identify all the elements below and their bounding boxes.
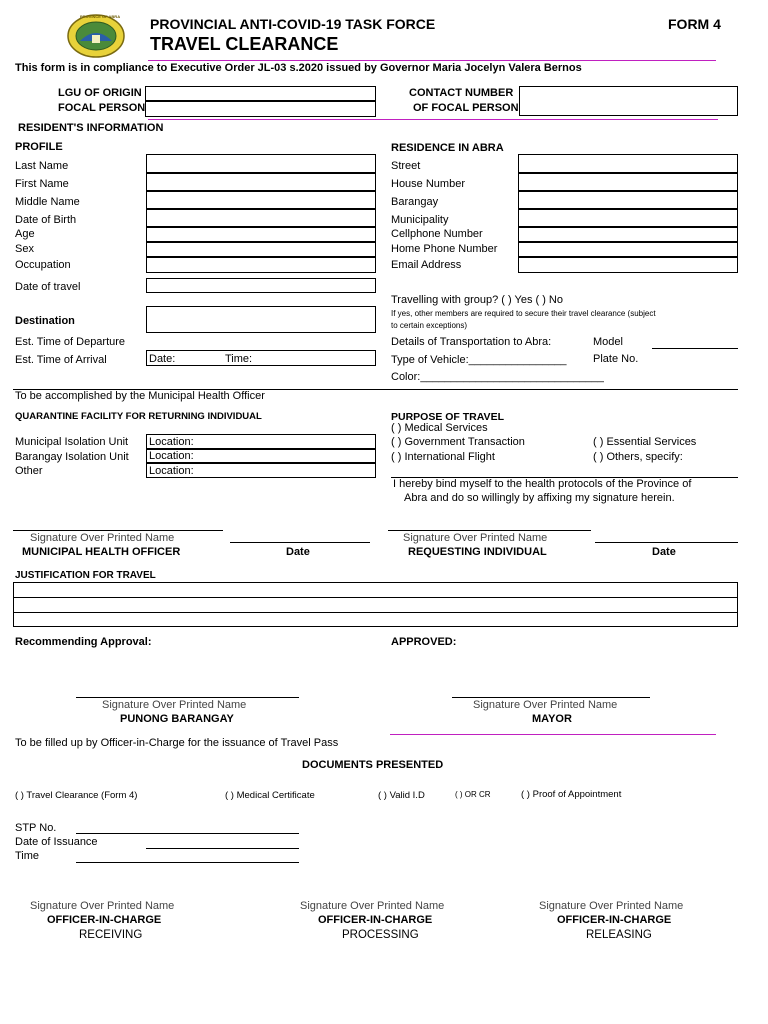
justification-row-line-2 — [13, 612, 738, 613]
departure-label: Est. Time of Departure — [15, 336, 126, 348]
plate-label: Plate No. — [593, 353, 639, 365]
purpose-international[interactable]: ( ) International Flight — [391, 451, 495, 463]
purpose-heading: PURPOSE OF TRAVEL — [391, 411, 504, 423]
cellphone-field[interactable] — [518, 227, 738, 242]
recommending-approval-label: Recommending Approval: — [15, 636, 152, 648]
requesting-signature-caption: Signature Over Printed Name — [403, 532, 548, 544]
street-label: Street — [391, 160, 421, 172]
purpose-government[interactable]: ( ) Government Transaction — [391, 436, 525, 448]
releasing-signature-caption: Signature Over Printed Name — [539, 900, 684, 912]
email-field[interactable] — [518, 257, 738, 273]
barangay-field[interactable] — [518, 191, 738, 209]
time-line[interactable] — [76, 862, 299, 863]
releasing-label: RELEASING — [586, 929, 652, 941]
mho-date-line[interactable] — [230, 542, 370, 543]
punong-barangay-title: PUNONG BARANGAY — [120, 713, 234, 725]
location-label-1: Location: — [149, 436, 194, 448]
processing-label: PROCESSING — [342, 929, 419, 941]
focal-contact-label: OF FOCAL PERSON — [413, 102, 519, 114]
form-title: TRAVEL CLEARANCE — [150, 34, 339, 54]
lgu-origin-label: LGU OF ORIGIN — [58, 87, 142, 99]
requesting-date-label: Date — [652, 546, 676, 558]
last-name-field[interactable] — [146, 154, 376, 173]
mho-signature-line[interactable] — [13, 530, 223, 531]
pledge-line-2: Abra and do so willingly by affixing my signature herein. — [404, 492, 675, 504]
last-name-label: Last Name — [15, 160, 69, 172]
destination-label: Destination — [15, 315, 75, 327]
doc-or-cr[interactable]: ( ) OR CR — [455, 790, 491, 799]
stp-line[interactable] — [76, 833, 299, 834]
mho-title: MUNICIPAL HEALTH OFFICER — [22, 546, 181, 558]
age-field[interactable] — [146, 227, 376, 242]
date-issuance-label: Date of Issuance — [15, 836, 98, 848]
barangay-label: Barangay — [391, 196, 439, 208]
doc-valid-id[interactable]: ( ) Valid I.D — [378, 790, 425, 801]
sex-label: Sex — [15, 243, 34, 255]
mho-note: To be accomplished by the Municipal Health Officer — [15, 390, 265, 402]
transport-details-label: Details of Transportation to Abra: — [391, 336, 552, 348]
receiving-signature-caption: Signature Over Printed Name — [30, 900, 175, 912]
date-issuance-line[interactable] — [146, 848, 299, 849]
seal-text: PROVINCE OF ABRA — [80, 14, 121, 19]
date-of-travel-label: Date of travel — [15, 281, 81, 293]
other-isolation-label: Other — [15, 465, 43, 477]
resident-info-heading: RESIDENT'S INFORMATION — [18, 122, 164, 134]
doc-proof-appointment[interactable]: ( ) Proof of Appointment — [521, 789, 622, 800]
compliance-note: This form is in compliance to Executive Order JL-03 s.2020 issued by Governor Maria Jocelyn Valera Bernos — [15, 62, 582, 74]
contact-number-label: CONTACT NUMBER — [409, 87, 514, 99]
cellphone-label: Cellphone Number — [391, 228, 483, 240]
dob-label: Date of Birth — [15, 214, 77, 226]
mho-date-label: Date — [286, 546, 310, 558]
municipality-label: Municipality — [391, 214, 449, 226]
pledge-line-1: I hereby bind myself to the health protocols of the Province of — [393, 478, 692, 490]
contact-number-field[interactable] — [519, 86, 738, 116]
mayor-signature-line[interactable] — [452, 697, 650, 698]
municipal-isolation-label: Municipal Isolation Unit — [15, 436, 129, 448]
group-note-line-2: to certain exceptions) — [391, 321, 468, 330]
focal-person-label: FOCAL PERSON — [58, 102, 146, 114]
doc-travel-clearance[interactable]: ( ) Travel Clearance (Form 4) — [15, 790, 138, 801]
requesting-date-line[interactable] — [595, 542, 738, 543]
model-line[interactable] — [652, 348, 738, 349]
travelling-group-question[interactable]: Travelling with group? ( ) Yes ( ) No — [391, 294, 563, 306]
documents-heading: DOCUMENTS PRESENTED — [302, 759, 444, 771]
email-label: Email Address — [391, 259, 462, 271]
punong-signature-line[interactable] — [76, 697, 299, 698]
dob-field[interactable] — [146, 209, 376, 227]
arrival-time-label: Time: — [225, 353, 253, 365]
first-name-label: First Name — [15, 178, 69, 190]
focal-person-field[interactable] — [145, 101, 376, 117]
mayor-title: MAYOR — [532, 713, 572, 725]
middle-name-field[interactable] — [146, 191, 376, 209]
releasing-officer-title: OFFICER-IN-CHARGE — [557, 914, 672, 926]
sex-field[interactable] — [146, 242, 376, 257]
arrival-label: Est. Time of Arrival — [15, 354, 107, 366]
province-seal-logo — [66, 13, 126, 59]
color-label[interactable]: Color:______________________________ — [391, 371, 604, 383]
oic-divider — [390, 734, 716, 735]
justification-field[interactable] — [13, 582, 738, 627]
quarantine-heading: QUARANTINE FACILITY FOR RETURNING INDIVIDUAL — [15, 411, 262, 422]
time-label: Time — [15, 850, 40, 862]
profile-heading: PROFILE — [15, 141, 63, 153]
header-divider — [148, 60, 716, 61]
house-number-label: House Number — [391, 178, 465, 190]
processing-signature-caption: Signature Over Printed Name — [300, 900, 445, 912]
arrival-date-label: Date: — [149, 353, 176, 365]
model-label: Model — [593, 336, 623, 348]
occupation-field[interactable] — [146, 257, 376, 273]
requesting-signature-line[interactable] — [388, 530, 591, 531]
agency-name: PROVINCIAL ANTI-COVID-19 TASK FORCE — [150, 16, 436, 32]
processing-officer-title: OFFICER-IN-CHARGE — [318, 914, 433, 926]
location-label-3: Location: — [149, 465, 194, 477]
first-name-field[interactable] — [146, 173, 376, 191]
destination-field[interactable] — [146, 306, 376, 333]
mho-signature-caption: Signature Over Printed Name — [30, 532, 175, 544]
justification-heading: JUSTIFICATION FOR TRAVEL — [15, 570, 156, 581]
punong-signature-caption: Signature Over Printed Name — [102, 699, 247, 711]
purpose-medical[interactable]: ( ) Medical Services — [391, 422, 488, 434]
arrival-field[interactable] — [146, 350, 376, 366]
homephone-field[interactable] — [518, 242, 738, 257]
group-note-line-1: If yes, other members are required to secure their travel clearance (subject — [391, 309, 656, 318]
date-of-travel-field[interactable] — [146, 278, 376, 293]
approved-label: APPROVED: — [391, 636, 457, 648]
stp-label: STP No. — [15, 822, 57, 834]
resident-divider — [148, 119, 718, 120]
barangay-isolation-label: Barangay Isolation Unit — [15, 451, 129, 463]
receiving-label: RECEIVING — [79, 929, 143, 941]
purpose-others[interactable]: ( ) Others, specify: — [593, 451, 683, 463]
municipality-field[interactable] — [518, 209, 738, 227]
doc-medical-certificate[interactable]: ( ) Medical Certificate — [225, 790, 315, 801]
house-number-field[interactable] — [518, 173, 738, 191]
street-field[interactable] — [518, 154, 738, 173]
lgu-origin-field[interactable] — [145, 86, 376, 101]
occupation-label: Occupation — [15, 259, 71, 271]
oic-note: To be filled up by Officer-in-Charge for the issuance of Travel Pass — [15, 737, 339, 749]
homephone-label: Home Phone Number — [391, 243, 498, 255]
mayor-signature-caption: Signature Over Printed Name — [473, 699, 618, 711]
justification-row-line-1 — [13, 597, 738, 598]
vehicle-type-label[interactable]: Type of Vehicle:________________ — [391, 354, 567, 366]
form-number: FORM 4 — [668, 16, 721, 32]
receiving-officer-title: OFFICER-IN-CHARGE — [47, 914, 162, 926]
location-label-2: Location: — [149, 450, 194, 462]
residence-heading: RESIDENCE IN ABRA — [391, 142, 504, 154]
requesting-title: REQUESTING INDIVIDUAL — [408, 546, 547, 558]
purpose-essential[interactable]: ( ) Essential Services — [593, 436, 697, 448]
middle-name-label: Middle Name — [15, 196, 80, 208]
age-label: Age — [15, 228, 35, 240]
